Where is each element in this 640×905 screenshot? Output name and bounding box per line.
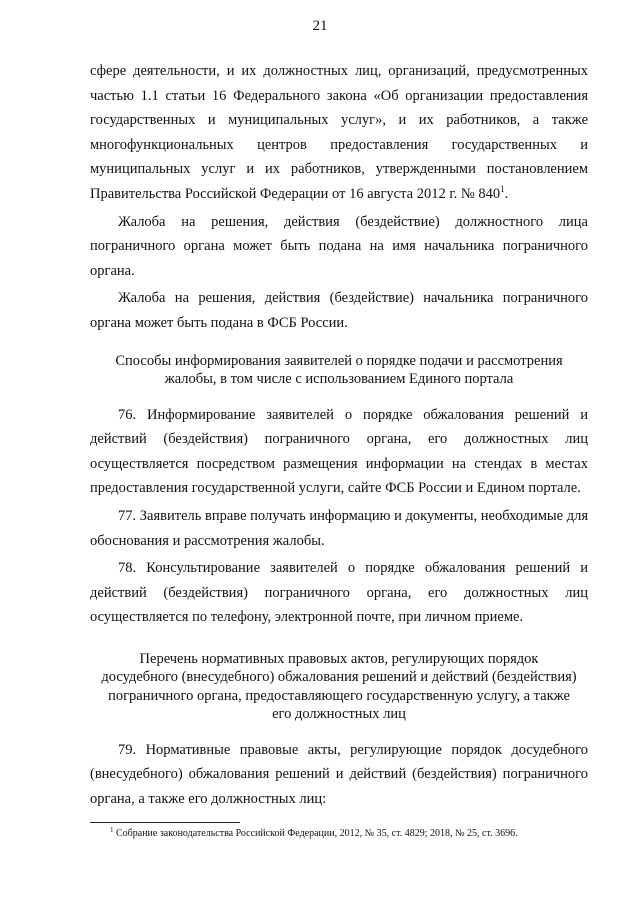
footnote-reference[interactable]: 1 xyxy=(500,183,505,194)
heading-line: Перечень нормативных правовых актов, регулирующих порядок xyxy=(139,650,539,667)
heading-line: жалобы, в том числе с использованием Единого портала xyxy=(164,371,514,388)
page-number: 21 xyxy=(312,18,328,34)
paragraph-text: сфере деятельности, и их должностных лиц, организаций, предусмотренных частью 1.1 статьи 16 Федерального закона «Об организации предоставления государственных и муниципальных услуг», и их работников, а также многофункциональных центров предоставления государственных и муниципальных услуг и их работников, утвержденными постановлением Правительства Российской Федерации от 16 августа 2012 г. № 840 xyxy=(90,63,588,202)
footnote xyxy=(110,827,588,840)
heading-line: пограничного органа, предоставляющего государственную услугу, а также xyxy=(108,687,570,704)
paragraph-continuation xyxy=(90,59,588,207)
paragraph-77: 77. Заявитель вправе получать информацию и документы, необходимые для обоснования и рассмотрения жалобы. xyxy=(90,507,588,549)
heading-line: Способы информирования заявителей о порядке подачи и рассмотрения xyxy=(115,352,563,369)
paragraph-tail: . xyxy=(504,185,509,202)
footnote-divider xyxy=(90,822,240,823)
section-heading-informing xyxy=(90,352,588,389)
paragraph-79: 79. Нормативные правовые акты, регулирующие порядок досудебного (внесудебного) обжалования решений и действий (бездействия) пограничного органа, а также его должностных лиц: xyxy=(90,741,588,808)
footnote-mark: 1 xyxy=(110,826,114,834)
paragraph-78: 78. Консультирование заявителей о порядке обжалования решений и действий (бездействия) пограничного органа, его должностных лиц осуществляется по телефону, электронной почте, при личном приеме. xyxy=(90,560,588,626)
section-heading-legal-acts xyxy=(90,650,588,724)
paragraph-complaint-official: Жалоба на решения, действия (бездействие) должностного лица пограничного органа может быть подана на имя начальника пограничного органа. xyxy=(90,213,588,279)
heading-line: досудебного (внесудебного) обжалования решений и действий (бездействия) xyxy=(101,669,577,686)
paragraph-complaint-head: Жалоба на решения, действия (бездействие) начальника пограничного органа может быть подана в ФСБ России. xyxy=(90,290,588,331)
heading-line: его должностных лиц xyxy=(272,706,406,723)
page-content xyxy=(90,59,588,812)
footnote-text: Собрание законодательства Российской Федерации, 2012, № 35, ст. 4829; 2018, № 25, ст. 3696. xyxy=(116,828,518,839)
paragraph-76: 76. Информирование заявителей о порядке обжалования решений и действий (бездействия) пограничного органа, его должностных лиц осуществляется посредством размещения информации на стендах в местах предоставления государственной услуги, сайте ФСБ России и Едином портале. xyxy=(90,406,588,497)
